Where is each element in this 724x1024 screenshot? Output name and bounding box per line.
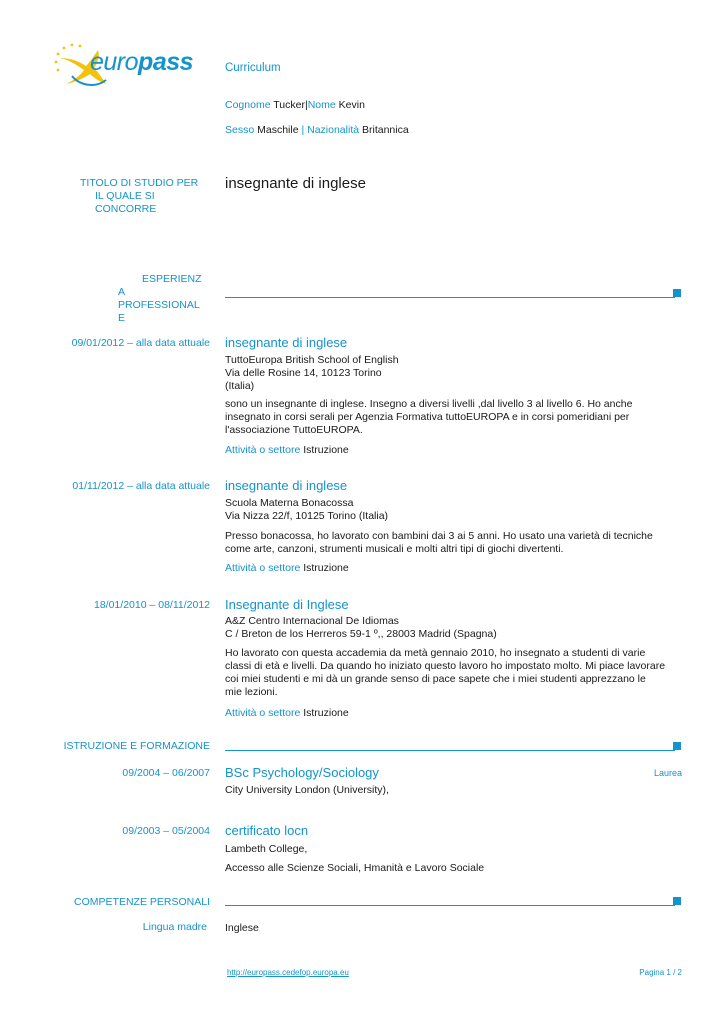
- edu-1-title: BSc Psychology/Sociology: [225, 765, 379, 780]
- personal-line: [225, 124, 409, 137]
- job-3-dates: 18/01/2010 – 08/11/2012: [94, 599, 210, 611]
- job-3-role: Insegnante di Inglese: [225, 597, 349, 612]
- edu-2-dates: 09/2003 – 05/2004: [122, 825, 210, 837]
- skills-heading: COMPETENZE PERSONALI: [74, 896, 210, 908]
- name-label: Nome: [307, 99, 336, 111]
- education-square: [673, 742, 681, 750]
- name-line: [225, 99, 365, 112]
- nationality-value: Britannica: [362, 124, 409, 136]
- europass-link[interactable]: http://europass.cedefop.europa.eu: [227, 968, 349, 977]
- mother-tongue-value: Inglese: [225, 922, 259, 934]
- page-number: Pagina 1 / 2: [639, 968, 682, 977]
- education-divider: [225, 750, 675, 751]
- title-of-study-label: TITOLO DI STUDIO PER IL QUALE SI CONCORRE: [80, 177, 199, 215]
- job-3-employer: A&Z Centro Internacional De Idiomas C / Breton de los Herreros 59-1 º,, 28003 Madrid (Spagna): [225, 615, 497, 640]
- document-title: Curriculum: [225, 62, 281, 74]
- logo-wordmark: europass: [90, 48, 194, 76]
- edu-2-course: Accesso alle Scienze Sociali, Hmanità e Lavoro Sociale: [225, 862, 485, 874]
- edu-2-institution: Lambeth College,: [225, 843, 308, 855]
- experience-square: [673, 289, 681, 297]
- education-heading: ISTRUZIONE E FORMAZIONE: [63, 740, 210, 752]
- skills-square: [673, 897, 681, 905]
- sex-value: Maschile: [257, 124, 299, 136]
- job-2-employer: Scuola Materna Bonacossa Via Nizza 22/f, 10125 Torino (Italia): [225, 497, 389, 522]
- edu-1-dates: 09/2004 – 06/2007: [122, 767, 210, 779]
- edu-1-level: Laurea: [653, 768, 682, 778]
- edu-1-institution: City University London (University),: [225, 784, 389, 796]
- title-of-study-value: insegnante di inglese: [225, 175, 366, 192]
- job-2-sector: Attività o settore Istruzione: [225, 562, 349, 574]
- job-1-role: insegnante di inglese: [225, 335, 348, 350]
- separator: |: [301, 124, 305, 136]
- job-2-dates: 01/11/2012 – alla data attuale: [72, 480, 210, 492]
- job-3-description: Ho lavorato con questa accademia da metà gennaio 2010, ho insegnato a studenti di varie classi di età e livelli. Da quando ho iniziato questo lavoro ho impostato molto. Mi piace lavorare coi miei studenti e mi dà un grande senso di pace sapete che i miei studenti apprezzano le mie lezioni.: [225, 647, 666, 698]
- job-1-sector: Attività o settore Istruzione: [225, 444, 349, 456]
- experience-heading: ESPERIENZ A PROFESSIONAL E: [118, 273, 202, 324]
- surname-label: Cognome: [225, 99, 271, 111]
- mother-tongue-label: Lingua madre: [142, 921, 207, 933]
- nationality-label: Nazionalità: [307, 124, 360, 136]
- job-3-sector: Attività o settore Istruzione: [225, 707, 349, 719]
- first-name: Kevin: [338, 99, 365, 111]
- job-1-description: sono un insegnante di inglese. Insegno a diversi livelli ,dal livello 3 al livello 6. Ho anche insegnato in corsi serali per Agenzia Formativa tuttoEUROPA e in corsi pomeridiani per l'associazione TuttoEUROPA.: [225, 398, 633, 436]
- job-1-employer: TuttoEuropa British School of English Via delle Rosine 14, 10123 Torino (Italia): [225, 354, 399, 392]
- job-2-description: Presso bonacossa, ho lavorato con bambini dai 3 ai 5 anni. Ho usato una varietà di tecniche come arte, canzoni, strumenti musicali e molti altri tipi di giochi divertenti.: [225, 530, 653, 555]
- experience-divider: [225, 297, 675, 298]
- edu-2-title: certificato locn: [225, 823, 309, 838]
- surname: Tucker|: [273, 99, 308, 111]
- sex-label: Sesso: [225, 124, 255, 136]
- job-2-role: insegnante di inglese: [225, 478, 348, 493]
- job-1-dates: 09/01/2012 – alla data attuale: [71, 337, 210, 349]
- skills-divider: [225, 905, 675, 906]
